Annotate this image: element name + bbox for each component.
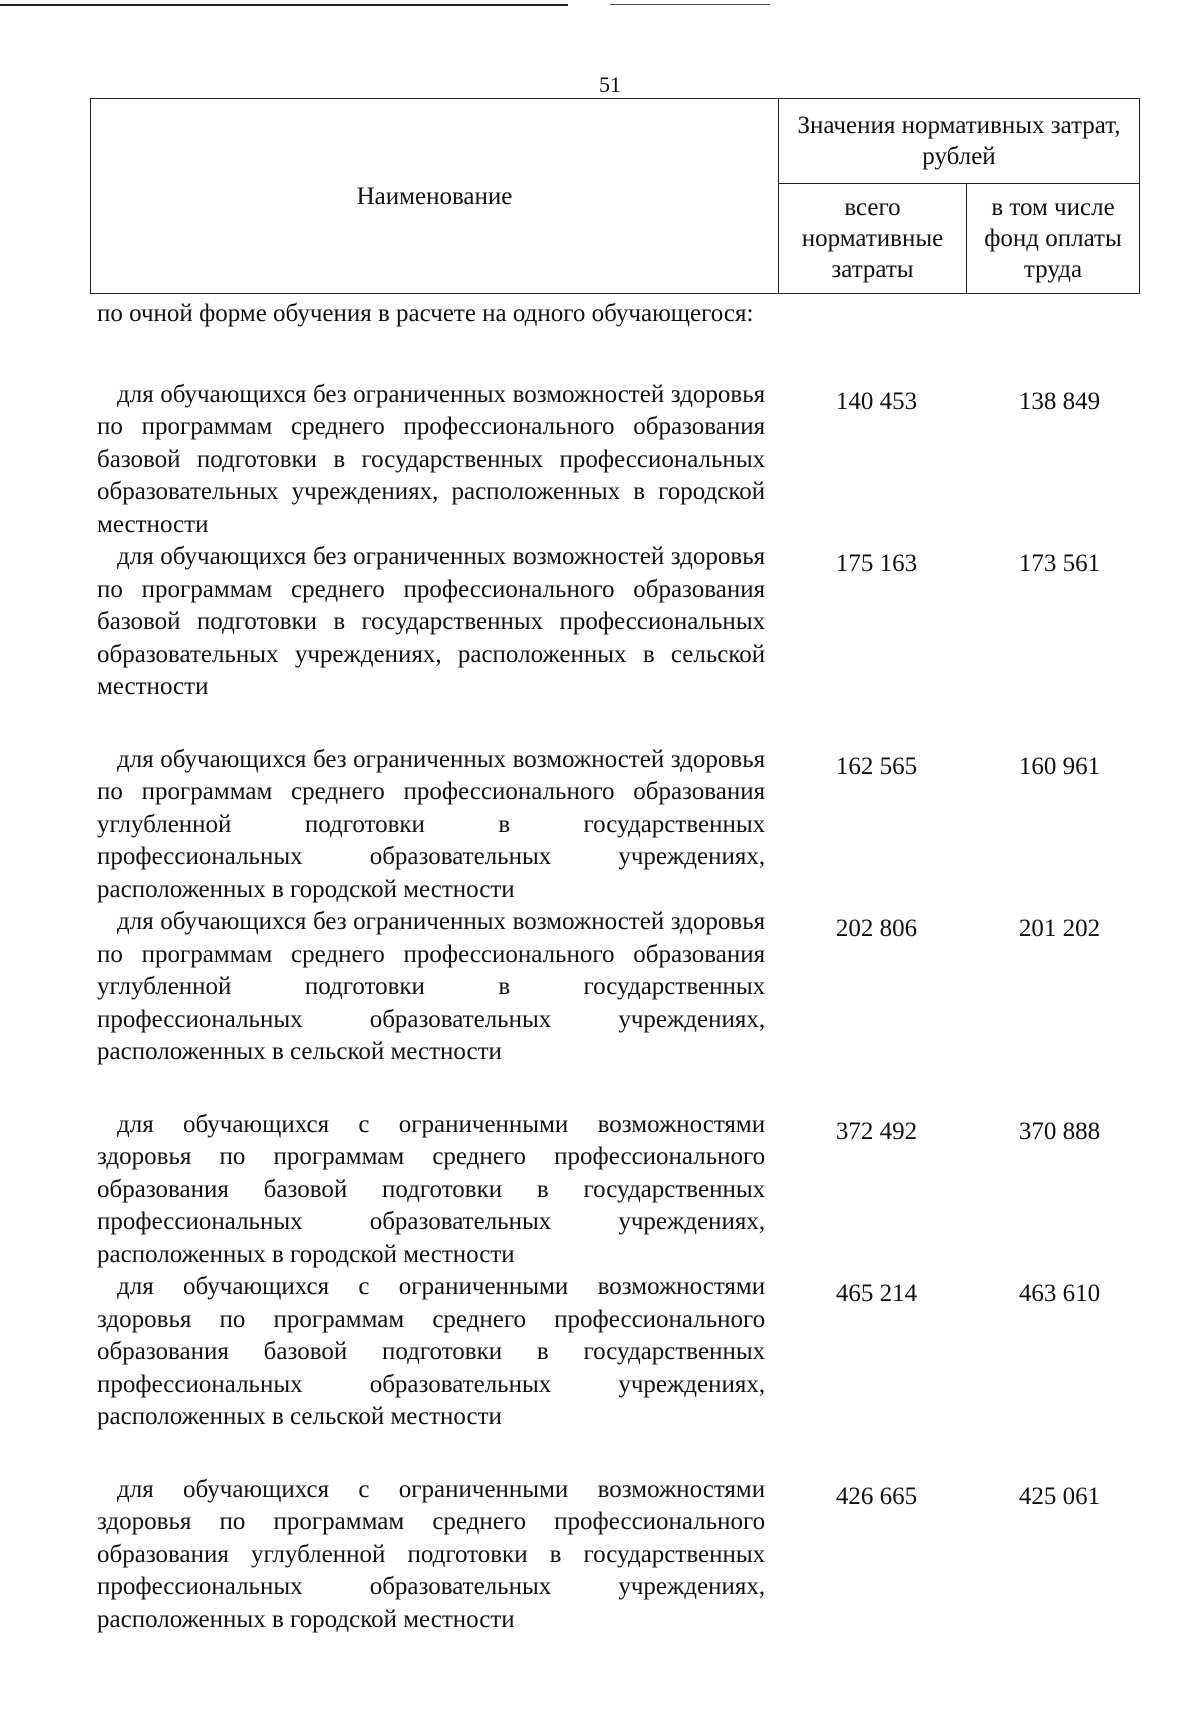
row-total-value: 175 163: [835, 550, 918, 577]
row-total-value: 426 665: [835, 1482, 918, 1510]
total-costs-column-header: всего нормативные затраты: [779, 184, 967, 294]
row-name: для обучающихся с ограниченными возможностями здоровья по программам среднего профессионального образования базовой подготовки в государственных профессиональных образовательных учреждениях, расположенных в городской местности: [97, 1110, 766, 1268]
table-body: [97, 298, 1139, 1636]
row-total-value: 465 214: [835, 1280, 918, 1307]
row-fund-value: 138 849: [1018, 387, 1101, 415]
row-total-value: 202 806: [835, 915, 918, 942]
labor-fund-column-header: в том числе фонд оплаты труда: [967, 184, 1140, 294]
name-column-header: Наименование: [91, 99, 779, 294]
table-row: [97, 1109, 1139, 1272]
row-fund-value: 160 961: [1018, 752, 1101, 780]
table-row: [97, 1271, 1139, 1434]
row-name: для обучающихся без ограниченных возможностей здоровья по программам среднего профессионального образования базовой подготовки в государственных профессиональных образовательных учреждениях, расположенных в сельской местности: [97, 543, 766, 700]
row-total-value: 162 565: [835, 752, 918, 780]
row-fund-value: 425 061: [1018, 1482, 1101, 1510]
row-total-value: 140 453: [835, 387, 918, 415]
table-header: [90, 98, 1140, 294]
row-name: для обучающихся без ограниченных возможностей здоровья по программам среднего профессионального образования базовой подготовки в государственных профессиональных образовательных учреждениях, расположенных в городской местности: [97, 380, 766, 538]
row-fund-value: 463 610: [1018, 1280, 1101, 1307]
values-group-header: Значения нормативных затрат, рублей: [779, 99, 1140, 184]
table-row: [97, 379, 1139, 542]
row-name: для обучающихся с ограниченными возможностями здоровья по программам среднего профессионального образования базовой подготовки в государственных профессиональных образовательных учреждениях, расположенных в сельской местности: [97, 1273, 766, 1430]
row-fund-value: 201 202: [1018, 915, 1101, 942]
row-fund-value: 370 888: [1018, 1117, 1101, 1145]
table-row: [97, 541, 1139, 704]
table-row: [97, 906, 1139, 1069]
row-fund-value: 173 561: [1018, 550, 1101, 577]
row-name: для обучающихся с ограниченными возможностями здоровья по программам среднего профессионального образования углубленной подготовки в государственных профессиональных образовательных учреждениях, расположенных в городской местности: [97, 1475, 766, 1633]
section-title: по очной форме обучения в расчете на одного обучающегося:: [97, 300, 754, 327]
table-row: [97, 744, 1139, 907]
scan-top-rule-left: [0, 4, 568, 6]
table-row: [97, 1474, 1139, 1637]
row-total-value: 372 492: [835, 1117, 918, 1145]
section-title-row: [97, 298, 1139, 331]
row-name: для обучающихся без ограниченных возможностей здоровья по программам среднего профессионального образования углубленной подготовки в государственных профессиональных образовательных учреждениях, расположенных в сельской местности: [97, 908, 766, 1065]
page-number: 51: [599, 72, 621, 97]
scan-top-rule-right: [610, 4, 770, 5]
row-name: для обучающихся без ограниченных возможностей здоровья по программам среднего профессионального образования углубленной подготовки в государственных профессиональных образовательных учреждениях, расположенных в городской местности: [97, 745, 766, 903]
